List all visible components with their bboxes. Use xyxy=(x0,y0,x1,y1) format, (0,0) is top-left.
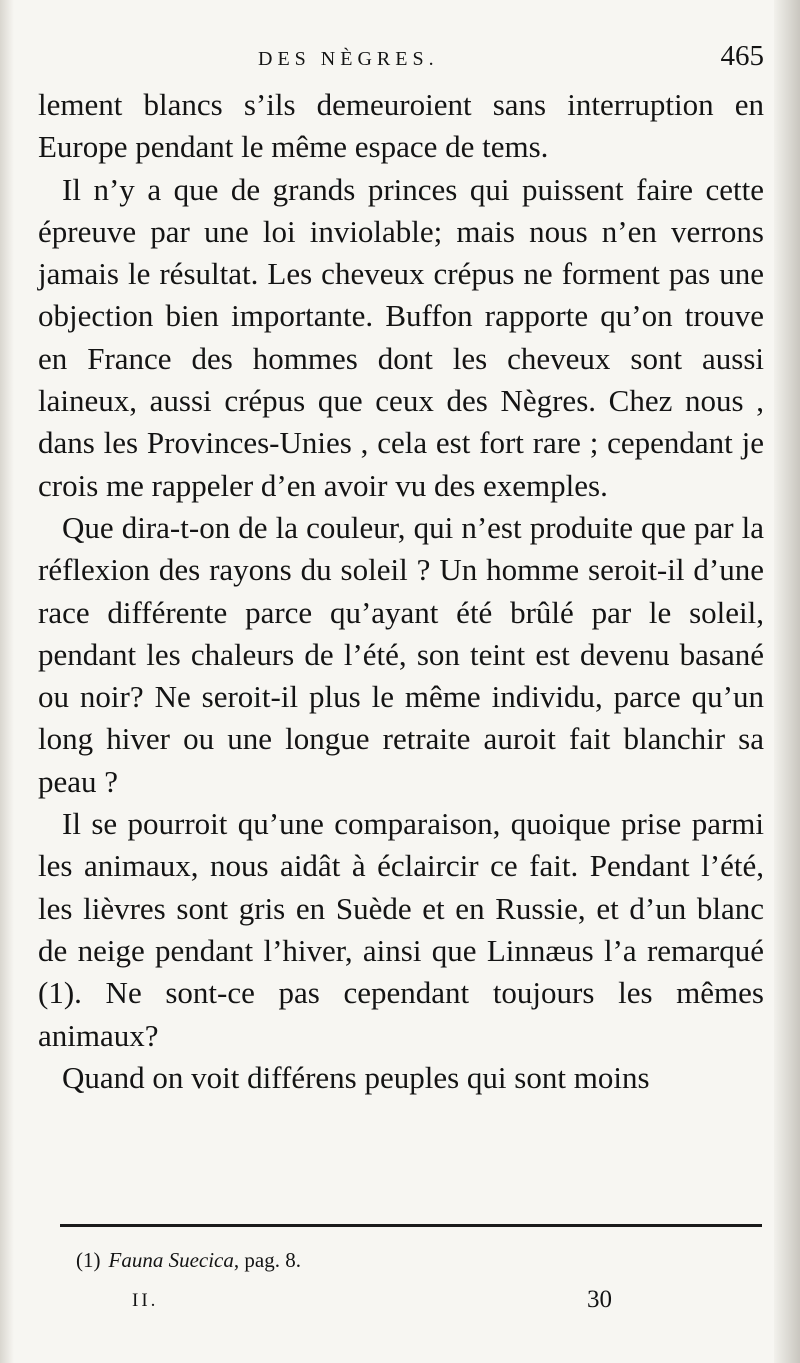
signature-mark: II. xyxy=(132,1290,159,1311)
paragraph: Il se pourroit qu’une comparaison, quoique prise parmi les animaux, nous aidât à éclaircir ce fait. Pendant l’été, les lièvres sont gris en Suède et en Russie, et d’un blanc de neige pendant l’hiver, ainsi que Linnæus l’a remarqué (1). Ne sont-ce pas cependant toujours les mêmes animaux? xyxy=(38,806,764,1053)
footnote-work-title: Fauna Suecica xyxy=(108,1248,234,1272)
paragraph: Que dira-t-on de la couleur, qui n’est produite que par la réflexion des rayons du soleil ? Un homme seroit-il d’une race différente parce qu’ayant été brûlé par le soleil, pendant les chaleurs de l’été, son teint est devenu basané ou noir? Ne seroit-il plus le même individu, parce qu’un long hiver ou une longue retraite auroit fait blanchir sa peau ? xyxy=(38,509,764,799)
sheet-number: 30 xyxy=(587,1286,612,1313)
running-head xyxy=(0,40,800,90)
footnote-marker: (1) xyxy=(76,1248,101,1272)
paragraph-continuation: lement blancs s’ils demeuroient sans interruption en Europe pendant le même espace de tems. xyxy=(38,87,764,165)
footnote-rule xyxy=(60,1224,762,1227)
running-head-title: DES NÈGRES. xyxy=(258,48,439,70)
footnote xyxy=(76,1248,301,1273)
body-text xyxy=(38,84,764,1099)
paragraph-last: Quand on voit différens peuples qui sont moins xyxy=(62,1059,650,1095)
page-edge-left xyxy=(0,0,14,1363)
page-number: 465 xyxy=(720,40,764,72)
paragraph: Il n’y a que de grands princes qui puissent faire cette épreuve par une loi inviolable; mais nous n’en verrons jamais le résultat. Les cheveux crépus ne forment pas une objection bien importante. Buffon rapporte qu’on trouve en France des hommes dont les cheveux sont aussi laineux, aussi crépus que ceux des Nègres. Chez nous , dans les Provinces-Unies , cela est fort rare ; cependant je crois me rappeler d’en avoir vu des exemples. xyxy=(38,171,764,503)
page-edge-right xyxy=(774,0,800,1363)
footnote-page-ref: , pag. 8. xyxy=(233,1248,301,1272)
